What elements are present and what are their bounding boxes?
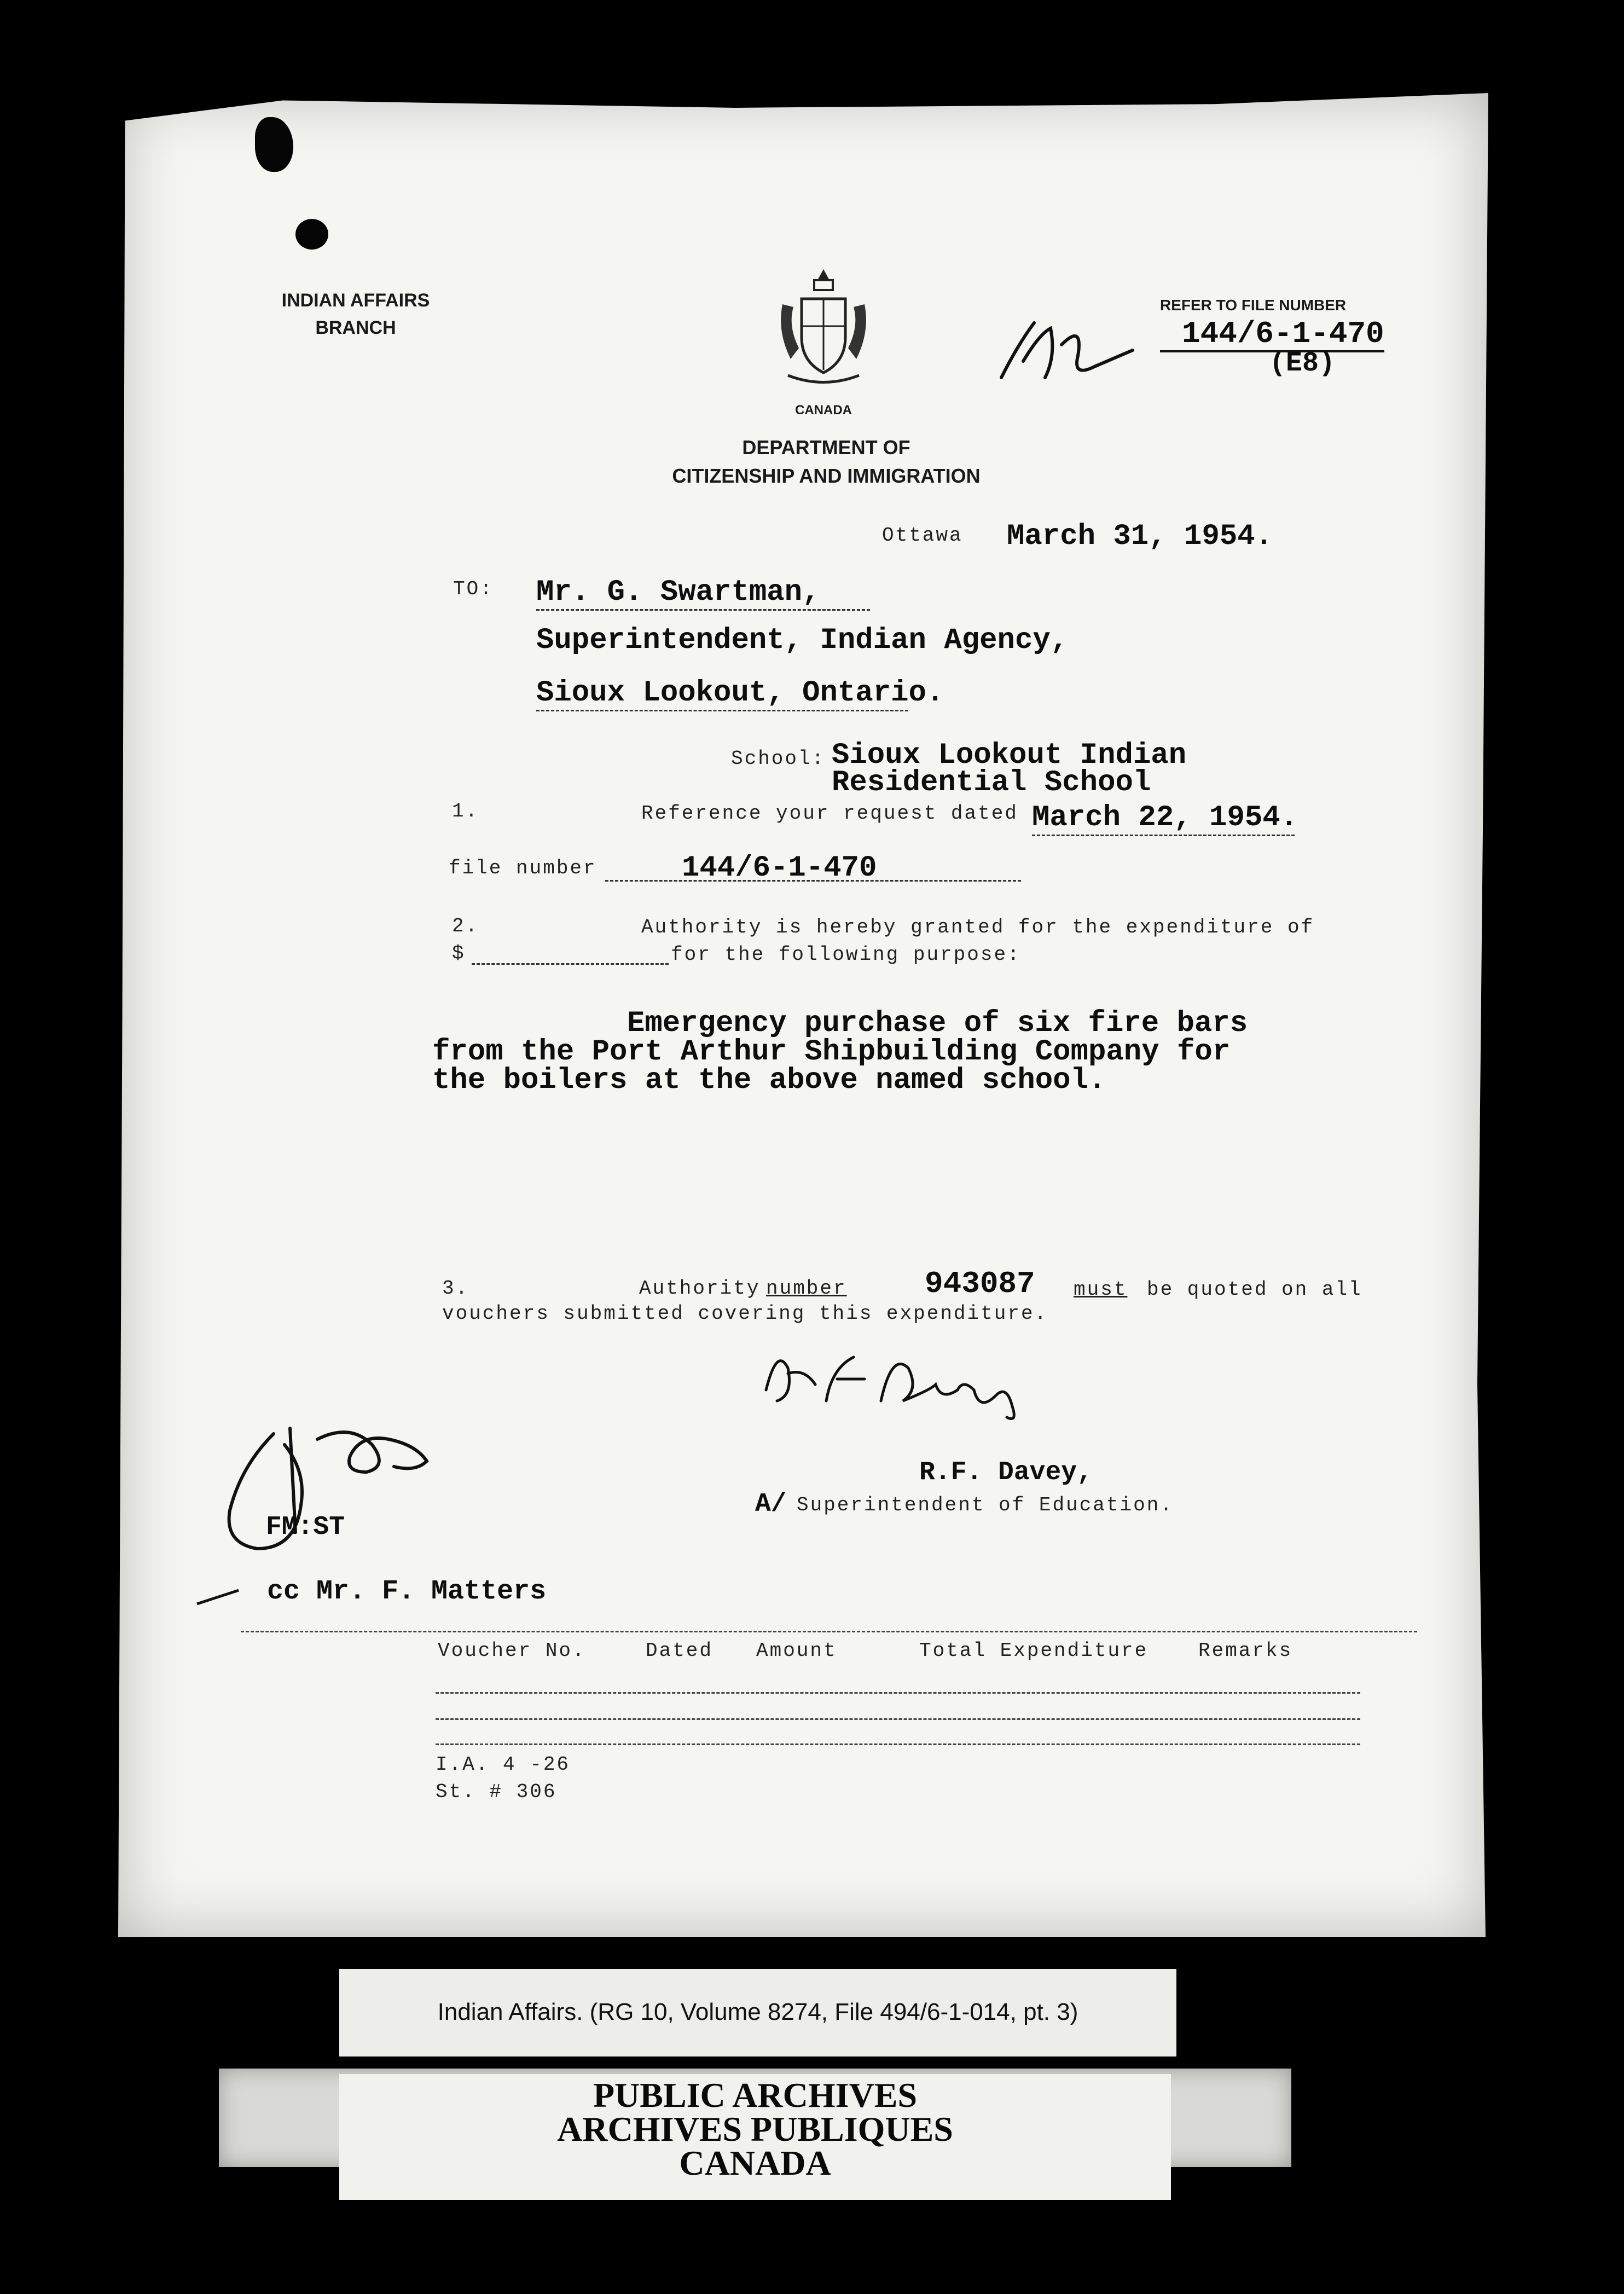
typist-initials: FM:ST [266,1513,345,1542]
cc-line: cc Mr. F. Matters [267,1576,547,1607]
school-name-line2: Residential School [832,766,1151,800]
initials-signature [208,1412,438,1565]
authority-granted-text: Authority is hereby granted for the expenditure of [641,916,1315,939]
handwritten-initials [996,312,1144,389]
request-date: March 22, 1954. [1032,801,1295,836]
section-2-number: 2. [452,915,479,937]
quoted-text: be quoted on all [1147,1278,1362,1301]
must-label: must [1074,1278,1128,1301]
authority-label: Authority [639,1277,761,1300]
section-1-number: 1. [452,800,479,822]
signature [755,1335,1040,1428]
refer-suffix: (E8) [1269,348,1336,379]
reference-text: Reference your request dated [641,802,1018,825]
school-name-line1: Sioux Lookout Indian [832,739,1187,772]
archive-stamp: PUBLIC ARCHIVES ARCHIVES PUBLIQUES CANADA [339,2074,1171,2200]
number-label: number [766,1277,847,1300]
recipient-location: Sioux Lookout, Ontario. [536,676,908,711]
table-rule [436,1743,1360,1745]
school-label: School: [731,748,826,770]
recipient-title: Superintendent, Indian Agency, [536,624,1069,657]
table-rule [436,1718,1360,1720]
purpose-line-1: Emergency purchase of six fire bars [627,1007,1248,1040]
signatory-name: R.F. Davey, [919,1458,1093,1487]
branch-name: INDIAN AFFAIRS BRANCH [281,290,430,338]
col-amount: Amount [756,1640,837,1662]
signatory-title: Superintendent of Education. [797,1494,1174,1516]
ink-blot [295,219,328,250]
acting-prefix: A/ [755,1490,787,1519]
archive-reference-label [339,1969,1176,2057]
archive-reference-text: Indian Affairs. (RG 10, Volume 8274, File 494/6-1-014, pt. 3) [437,1998,1078,2025]
table-top-rule [241,1631,1417,1632]
file-number-label: file number [449,857,597,879]
col-remarks: Remarks [1198,1640,1293,1662]
purpose-label: for the following purpose: [671,943,1021,966]
file-number-value: 144/6-1-470 [682,851,877,885]
col-total-expenditure: Total Expenditure [919,1640,1149,1662]
purpose-line-2: from the Port Arthur Shipbuilding Company for [432,1035,1231,1069]
form-code: I.A. 4 -26 St. # 306 [436,1753,571,1803]
dollar-sign: $ [452,942,466,965]
canada-coat-of-arms [772,266,875,392]
department-name: DEPARTMENT OF CITIZENSHIP AND IMMIGRATION [672,436,981,487]
country-name: CANADA [795,403,852,418]
vouchers-text: vouchers submitted covering this expenditure. [442,1302,1048,1325]
to-label: TO: [453,578,494,600]
refer-file-number: 144/6-1-470 [1182,316,1384,351]
section-3-number: 3. [442,1277,469,1300]
purpose-line-3: the boilers at the above named school. [432,1064,1106,1097]
authority-number: 943087 [925,1266,1035,1301]
place-label: Ottawa [882,524,963,547]
recipient-name: Mr. G. Swartman, [536,576,870,611]
col-voucher-no: Voucher No. [438,1640,586,1662]
table-rule [436,1692,1360,1694]
letter-date: March 31, 1954. [1007,520,1273,553]
refer-to-label: REFER TO FILE NUMBER [1160,297,1347,314]
col-dated: Dated [646,1640,714,1662]
amount-blank [472,963,669,965]
